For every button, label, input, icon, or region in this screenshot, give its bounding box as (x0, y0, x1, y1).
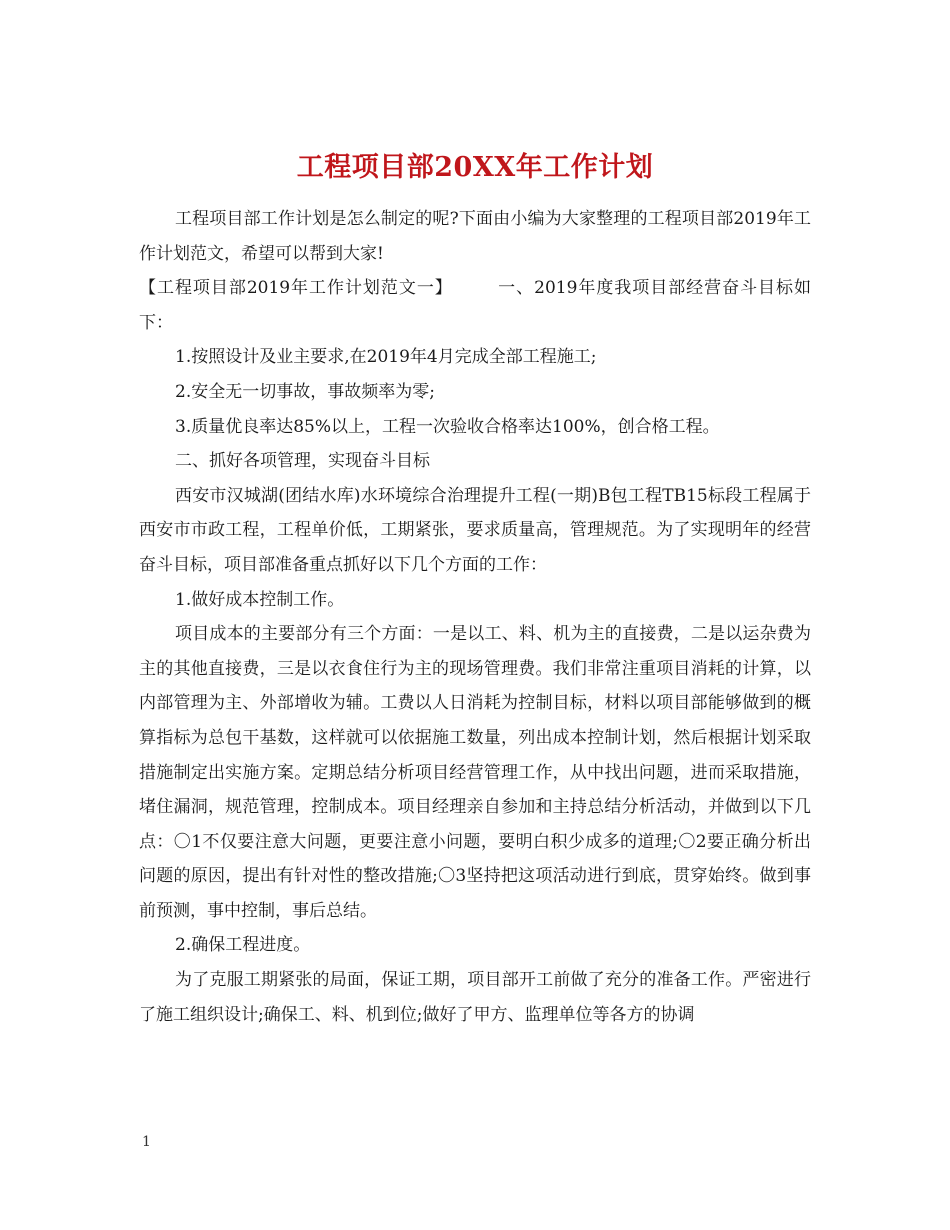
paragraph: 【工程项目部2019年工作计划范文一】 一、2019年度我项目部经营奋斗目标如下： (139, 278, 811, 333)
page-number: 1 (142, 1134, 151, 1150)
paragraph: 二、抓好各项管理，实现奋斗目标 (175, 451, 430, 472)
paragraph: 2.安全无一切事故，事故频率为零; (175, 381, 435, 402)
paragraph: 为了克服工期紧张的局面，保证工期，项目部开工前做了充分的准备工作。严密进行了施工组织设计;确保工、料、机到位;做好了甲方、监理单位等各方的协调 (139, 970, 811, 1025)
paragraph: 1.按照设计及业主要求,在2019年4月完成全部工程施工; (175, 347, 597, 368)
document-body (139, 202, 811, 1032)
paragraph: 项目成本的主要部分有三个方面：一是以工、料、机为主的直接费，二是以运杂费为主的其他直接费，三是以衣食住行为主的现场管理费。我们非常注重项目消耗的计算，以内部管理为主、外部增收为辅。工费以人日消耗为控制目标，材料以项目部能够做到的概算指标为总包干基数，这样就可以依据施工数量，列出成本控制计划，然后根据计划采取措施制定出实施方案。定期总结分析项目经营管理工作，从中找出问题，进而采取措施，堵住漏洞，规范管理，控制成本。项目经理亲自参加和主持总结分析活动，并做到以下几点：〇1不仅要注意大问题，更要注意小问题，要明白积少成多的道理;〇2要正确分析出问题的原因，提出有针对性的整改措施;〇3坚持把这项活动进行到底，贯穿始终。做到事前预测，事中控制，事后总结。 (139, 624, 811, 921)
paragraph: 工程项目部工作计划是怎么制定的呢?下面由小编为大家整理的工程项目部2019年工作计划范文，希望可以帮到大家! (139, 209, 811, 264)
paragraph: 2.确保工程进度。 (175, 935, 311, 956)
paragraph: 1.做好成本控制工作。 (175, 589, 345, 610)
paragraph: 3.质量优良率达85%以上，工程一次验收合格率达100%，创合格工程。 (175, 416, 720, 437)
document-title: 工程项目部20XX年工作计划 (296, 152, 654, 184)
paragraph: 西安市汉城湖(团结水库)水环境综合治理提升工程(一期)B包工程TB15标段工程属于西安市市政工程，工程单价低，工期紧张，要求质量高，管理规范。为了实现明年的经营奋斗目标，项目部准备重点抓好以下几个方面的工作： (139, 485, 811, 575)
